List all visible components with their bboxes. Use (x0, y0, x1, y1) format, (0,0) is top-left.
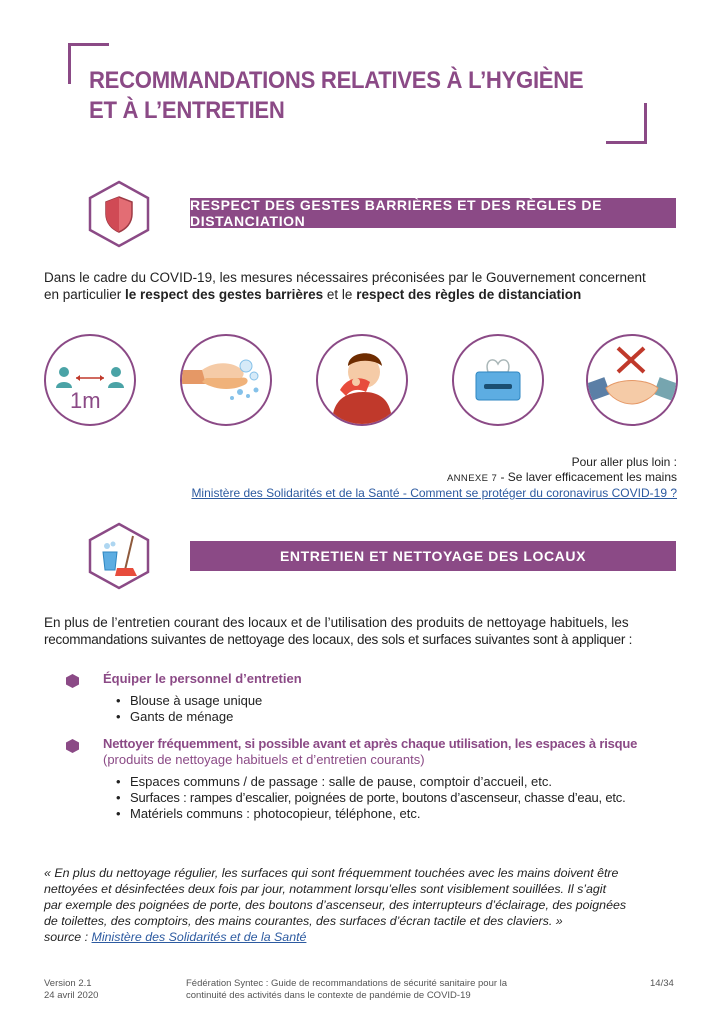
hexagon-bullet-icon (66, 739, 79, 753)
no-handshake-illustration (586, 334, 678, 426)
page-title-line-2: ET À L’ENTRETIEN (89, 97, 285, 124)
quote-line-3: par exemple des poignées de porte, des boutons d’ascenseur, des interrupteurs d’éclairage, des poignées (44, 898, 627, 912)
quote-block (44, 865, 684, 945)
section-banner-gestes-barrieres: RESPECT DES GESTES BARRIÈRES ET DES RÈGLES DE DISTANCIATION (190, 198, 676, 228)
page-title-line-1: RECOMMANDATIONS RELATIVES À L’HYGIÈNE (89, 67, 584, 94)
item-nettoyer-heading: Nettoyer fréquemment, si possible avant et après chaque utilisation, les espaces à risque (103, 736, 638, 751)
list-item-text: Surfaces : rampes d’escalier, poignées de porte, boutons d’ascenseur, chasse d’eau, etc. (130, 790, 626, 805)
distance-label: 1m (70, 388, 101, 413)
list-item-text: Espaces communs / de passage : salle de pause, comptoir d’accueil, etc. (130, 774, 552, 789)
intro-text-a: en particulier (44, 287, 126, 302)
intro-text-c: et le (323, 287, 357, 302)
quote-line-2: nettoyées et désinfectées deux fois par jour, notamment lorsqu’elles sont visiblement souillées. Il s’agit (44, 882, 607, 896)
item-nettoyer-block (103, 736, 693, 768)
footer-document-title (186, 978, 507, 1002)
version-label: Version 2.1 (44, 978, 92, 989)
section1-intro (44, 269, 684, 303)
list-item-text: Matériels communs : photocopieur, téléphone, etc. (130, 806, 421, 821)
item-equiper-list (116, 693, 262, 725)
handwash-illustration (180, 334, 272, 426)
source-link[interactable]: Ministère des Solidarités et de la Santé (91, 930, 307, 944)
quote-line-4: de toilettes, des comptoirs, des mains courantes, des surfaces d’écran tactile et des claviers. » (44, 914, 563, 928)
further-reading (191, 455, 677, 501)
tissue-illustration (452, 334, 544, 426)
shield-icon (87, 180, 151, 248)
list-item-text: Blouse à usage unique (130, 693, 263, 708)
further-reading-heading: Pour aller plus loin : (571, 455, 677, 469)
hexagon-bullet-icon (66, 674, 79, 688)
footer-version (44, 978, 98, 1002)
section2-intro (44, 614, 684, 648)
list-item: • Gants de ménage (116, 709, 234, 724)
list-item-text: Gants de ménage (130, 709, 234, 724)
list-item: • Surfaces : rampes d’escalier, poignées de porte, boutons d’ascenseur, chasse d’eau, etc. (116, 790, 626, 805)
annexe-text: - Se laver efficacement les mains (497, 470, 677, 484)
list-item: • Espaces communs / de passage : salle de pause, comptoir d’accueil, etc. (116, 774, 552, 789)
version-date: 24 avril 2020 (44, 990, 99, 1001)
item-equiper-heading: Équiper le personnel d’entretien (103, 671, 302, 686)
list-item: • Blouse à usage unique (116, 693, 263, 708)
quote-source (44, 929, 684, 945)
intro-bold-gestes: le respect des gestes barrières (125, 287, 324, 302)
annexe-reference (191, 470, 677, 486)
section1-intro-line-2 (44, 286, 684, 303)
item-nettoyer-note: (produits de nettoyage habituels et d’entretien courants) (103, 752, 425, 767)
source-label: source : (44, 930, 92, 944)
section-banner-entretien: ENTRETIEN ET NETTOYAGE DES LOCAUX (190, 541, 676, 571)
item-nettoyer-list (116, 774, 626, 822)
intro-bold-distanciation: respect des règles de distanciation (356, 287, 582, 302)
list-item: • Matériels communs : photocopieur, téléphone, etc. (116, 806, 421, 821)
cleaning-icon (87, 522, 151, 590)
cough-illustration (316, 334, 408, 426)
distance-illustration (44, 334, 136, 426)
sneeze-elbow-icon (318, 336, 406, 424)
quote-line-1: « En plus du nettoyage régulier, les surfaces qui sont fréquemment touchées avec les mains doivent être (44, 866, 619, 880)
corner-decoration-bottom-right (606, 103, 647, 144)
section2-intro-line-1: En plus de l’entretien courant des locaux et de l’utilisation des produits de nettoyage habituels, les (44, 615, 629, 630)
no-handshake-icon (588, 336, 676, 424)
doc-title-line-2: continuité des activités dans le contexte de pandémie de COVID-19 (186, 990, 471, 1001)
doc-title-line-1: Fédération Syntec : Guide de recommandations de sécurité sanitaire pour la (186, 978, 508, 989)
section2-intro-line-2: recommandations suivantes de nettoyage des locaux, des sols et surfaces suivantes sont à appliquer : (44, 632, 633, 647)
page-title (89, 66, 583, 126)
hand-washing-icon (182, 336, 270, 424)
section1-intro-line-1: Dans le cadre du COVID-19, les mesures nécessaires préconisées par le Gouvernement concernent (44, 270, 646, 285)
annexe-label: ANNEXE 7 (446, 473, 498, 484)
page-number: 14/34 (650, 978, 674, 989)
tissue-box-icon (454, 336, 542, 424)
ministere-covid-link[interactable]: Ministère des Solidarités et de la Santé - Comment se protéger du coronavirus COVID-19 ? (191, 486, 677, 500)
